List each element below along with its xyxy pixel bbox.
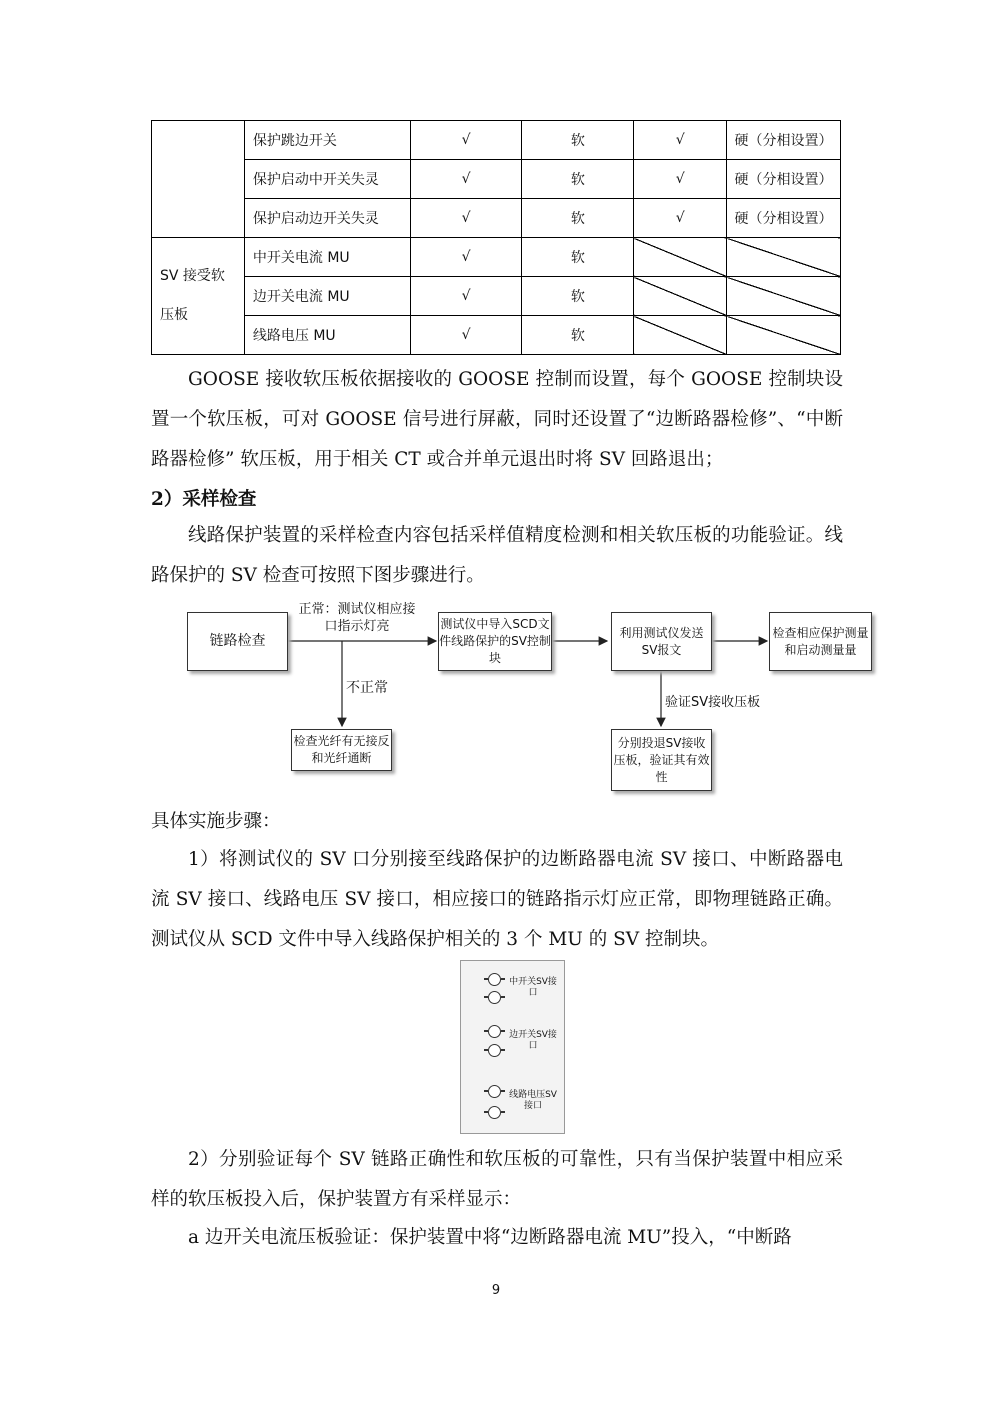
- table-cell-check: √: [410, 160, 522, 199]
- page-number: 9: [491, 1283, 501, 1298]
- table-cell-check: √: [634, 160, 727, 199]
- table-cell-hard: 硬（分相设置）: [727, 121, 841, 160]
- paragraph-sampling: 线路保护装置的采样检查内容包括采样值精度检测和相关软压板的功能验证。线路保护的 SV 检查可按照下图步骤进行。: [151, 525, 843, 586]
- table-cell-check: √: [410, 277, 522, 316]
- sv-port-icon: [488, 1044, 501, 1057]
- steps-title: 具体实施步骤：: [151, 811, 281, 832]
- table-cell-name: 保护启动中开关失灵: [244, 160, 410, 199]
- table-cell-soft: 软: [522, 121, 634, 160]
- table-cell-soft: 软: [522, 160, 634, 199]
- paragraph-goose: GOOSE 接收软压板依据接收的 GOOSE 控制而设置，每个 GOOSE 控制块设置一个软压板，可对 GOOSE 信号进行屏蔽，同时还设置了“边断路器检修”、“中断路器检修” 软压板，用于相关 CT 或合并单元退出时将 SV 回路退出；: [151, 369, 843, 470]
- table-cell-check: √: [410, 199, 522, 238]
- port-label-middle: 中开关SV接口: [509, 977, 557, 998]
- step-a: a 边开关电流压板验证：保护装置中将“边断路器电流 MU”投入，“中断路: [188, 1227, 792, 1248]
- table-cell-name: 保护启动边开关失灵: [244, 199, 410, 238]
- step-2: 2）分别验证每个 SV 链路正确性和软压板的可靠性，只有当保护装置中相应采样的软压板投入后，保护装置方有采样显示：: [151, 1149, 843, 1210]
- sv-port-icon: [488, 1085, 501, 1098]
- sv-port-icon: [488, 1025, 501, 1038]
- table-cell-sv-group: SV 接受软压板: [152, 238, 245, 355]
- port-label-voltage: 线路电压SV接口: [509, 1090, 557, 1111]
- sv-port-icon: [488, 1106, 501, 1119]
- flow-label-verify: 验证SV接收压板: [665, 695, 761, 710]
- flow-box-toggle-sv: 分别投退SV接收压板，验证其有效性: [611, 729, 712, 791]
- flow-box-check-measure: 检查相应保护测量和启动测量量: [769, 612, 872, 671]
- flow-label-abnormal: 不正常: [346, 680, 388, 696]
- table-cell-check: √: [634, 199, 727, 238]
- table-cell-name: 中开关电流 MU: [244, 238, 410, 277]
- flow-box-link-check: 链路检查: [187, 612, 288, 671]
- table-cell-name: 边开关电流 MU: [244, 277, 410, 316]
- table-cell-check: √: [634, 121, 727, 160]
- section-heading: 2）采样检查: [151, 489, 257, 510]
- table-cell-check: √: [410, 121, 522, 160]
- table-cell-soft: 软: [522, 238, 634, 277]
- table-cell-hard: 硬（分相设置）: [727, 160, 841, 199]
- flow-box-import-scd: 测试仪中导入SCD文件线路保护的SV控制块: [438, 612, 552, 671]
- table-cell-soft: 软: [522, 199, 634, 238]
- port-label-side: 边开关SV接口: [509, 1030, 557, 1051]
- table-cell-name: 线路电压 MU: [244, 316, 410, 355]
- table-cell-check: √: [410, 238, 522, 277]
- sv-port-icon: [488, 973, 501, 986]
- table-cell-soft: 软: [522, 277, 634, 316]
- sv-port-panel: [460, 960, 565, 1134]
- flow-label-normal: 正常：测试仪相应接口指示灯亮: [298, 602, 416, 634]
- step-1: 1）将测试仪的 SV 口分别接至线路保护的边断路器电流 SV 接口、中断路器电流 SV 接口、线路电压 SV 接口，相应接口的链路指示灯应正常，即物理链路正确。测试仪从 SCD 文件中导入线路保护相关的 3 个 MU 的 SV 控制块。: [151, 849, 843, 950]
- flow-box-send-sv: 利用测试仪发送SV报文: [611, 612, 712, 671]
- table-cell-name: 保护跳边开关: [244, 121, 410, 160]
- table-cell-check: √: [410, 316, 522, 355]
- flow-box-check-fiber: 检查光纤有无接反和光纤通断: [291, 729, 392, 771]
- table-cell-hard: 硬（分相设置）: [727, 199, 841, 238]
- table-cell-soft: 软: [522, 316, 634, 355]
- sv-port-icon: [488, 991, 501, 1004]
